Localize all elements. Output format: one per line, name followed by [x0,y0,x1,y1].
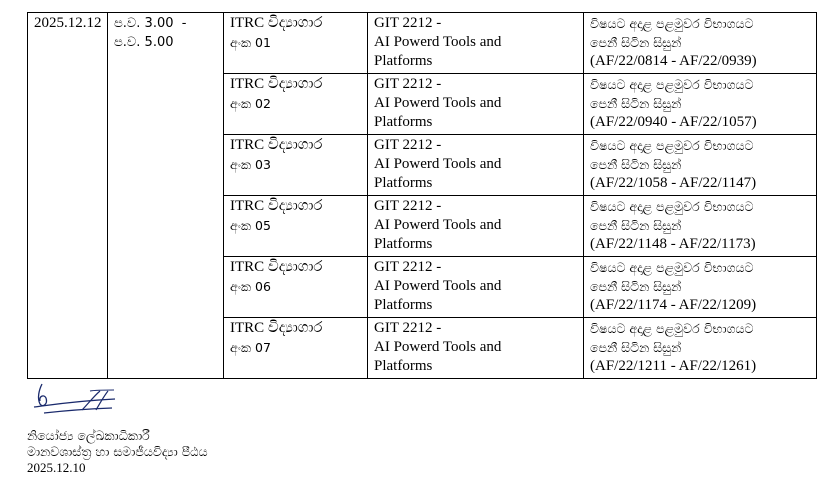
course-title-line1: AI Powerd Tools and [374,339,502,355]
course-title-line1: AI Powerd Tools and [374,95,502,111]
candidates-desc-line2: පෙනී සිටින සිසුන් [590,157,682,172]
course-title-line1: AI Powerd Tools and [374,34,502,50]
course-cell [368,74,584,135]
venue-number: අංක 07 [230,340,271,355]
candidates-cell [584,196,817,257]
course-code: GIT 2212 - [374,76,442,92]
course-cell [368,13,584,74]
venue-number: අංක 02 [230,96,271,111]
venue-cell [224,135,368,196]
venue-name: ITRC විද්‍යාගාර [230,76,323,92]
candidates-desc-line2: පෙනී සිටින සිසුන් [590,340,682,355]
signatory-block [27,428,208,476]
candidates-desc-line1: විෂයට අදාළ පළමුවර විභාගයට [590,260,754,275]
venue-name: ITRC විද්‍යාගාර [230,137,323,153]
course-title-line1: AI Powerd Tools and [374,156,502,172]
course-cell [368,196,584,257]
index-range: (AF/22/1148 - AF/22/1173) [590,236,756,252]
candidates-desc-line2: පෙනී සිටින සිසුන් [590,218,682,233]
candidates-desc-line2: පෙනී සිටින සිසුන් [590,35,682,50]
venue-name: ITRC විද්‍යාගාර [230,15,323,31]
venue-name: ITRC විද්‍යාගාර [230,198,323,214]
course-cell [368,318,584,379]
exam-time-start: ප.ව. 3.00 - [114,16,187,31]
course-title-line1: AI Powerd Tools and [374,278,502,294]
course-title-line2: Platforms [374,358,433,374]
candidates-desc-line1: විෂයට අදාළ පළමුවර විභාගයට [590,77,754,92]
venue-cell [224,257,368,318]
notice-date: 2025.12.10 [27,460,86,475]
venue-number: අංක 03 [230,157,271,172]
course-code: GIT 2212 - [374,15,442,31]
course-title-line2: Platforms [374,175,433,191]
course-code: GIT 2212 - [374,320,442,336]
index-range: (AF/22/1211 - AF/22/1261) [590,358,757,374]
course-code: GIT 2212 - [374,137,442,153]
exam-date: 2025.12.12 [34,15,102,31]
venue-name: ITRC විද්‍යාගාර [230,320,323,336]
exam-time-cell [108,13,224,379]
venue-number: අංක 05 [230,218,271,233]
candidates-desc-line1: විෂයට අදාළ පළමුවර විභාගයට [590,199,754,214]
venue-number: අංක 06 [230,279,271,294]
course-title-line2: Platforms [374,236,433,252]
venue-name: ITRC විද්‍යාගාර [230,259,323,275]
course-title-line2: Platforms [374,114,433,130]
venue-number: අංක 01 [230,35,271,50]
candidates-cell [584,135,817,196]
course-title-line2: Platforms [374,297,433,313]
candidates-desc-line1: විෂයට අදාළ පළමුවර විභාගයට [590,138,754,153]
venue-cell [224,196,368,257]
table-row [28,13,817,74]
course-title-line1: AI Powerd Tools and [374,217,502,233]
course-code: GIT 2212 - [374,198,442,214]
venue-cell [224,74,368,135]
signature-icon [30,380,120,420]
exam-date-cell [28,13,108,379]
course-code: GIT 2212 - [374,259,442,275]
venue-cell [224,13,368,74]
index-range: (AF/22/0940 - AF/22/1057) [590,114,757,130]
index-range: (AF/22/1058 - AF/22/1147) [590,175,757,191]
signatory-designation: නියෝජ්‍ය ලේඛකාධිකාරී [27,428,150,443]
candidates-cell [584,318,817,379]
candidates-cell [584,74,817,135]
course-title-line2: Platforms [374,53,433,69]
candidates-desc-line1: විෂයට අදාළ පළමුවර විභාගයට [590,321,754,336]
exam-schedule-table [27,12,817,379]
index-range: (AF/22/0814 - AF/22/0939) [590,53,757,69]
course-cell [368,257,584,318]
faculty-name: මානවශාස්ත්‍ර හා සමාජීයවිද්‍යා පීඨය [27,444,208,459]
candidates-desc-line2: පෙනී සිටින සිසුන් [590,96,682,111]
candidates-desc-line2: පෙනී සිටින සිසුන් [590,279,682,294]
index-range: (AF/22/1174 - AF/22/1209) [590,297,757,313]
venue-cell [224,318,368,379]
course-cell [368,135,584,196]
exam-time-end: ප.ව. 5.00 [114,35,174,50]
candidates-cell [584,257,817,318]
candidates-desc-line1: විෂයට අදාළ පළමුවර විභාගයට [590,16,754,31]
candidates-cell [584,13,817,74]
